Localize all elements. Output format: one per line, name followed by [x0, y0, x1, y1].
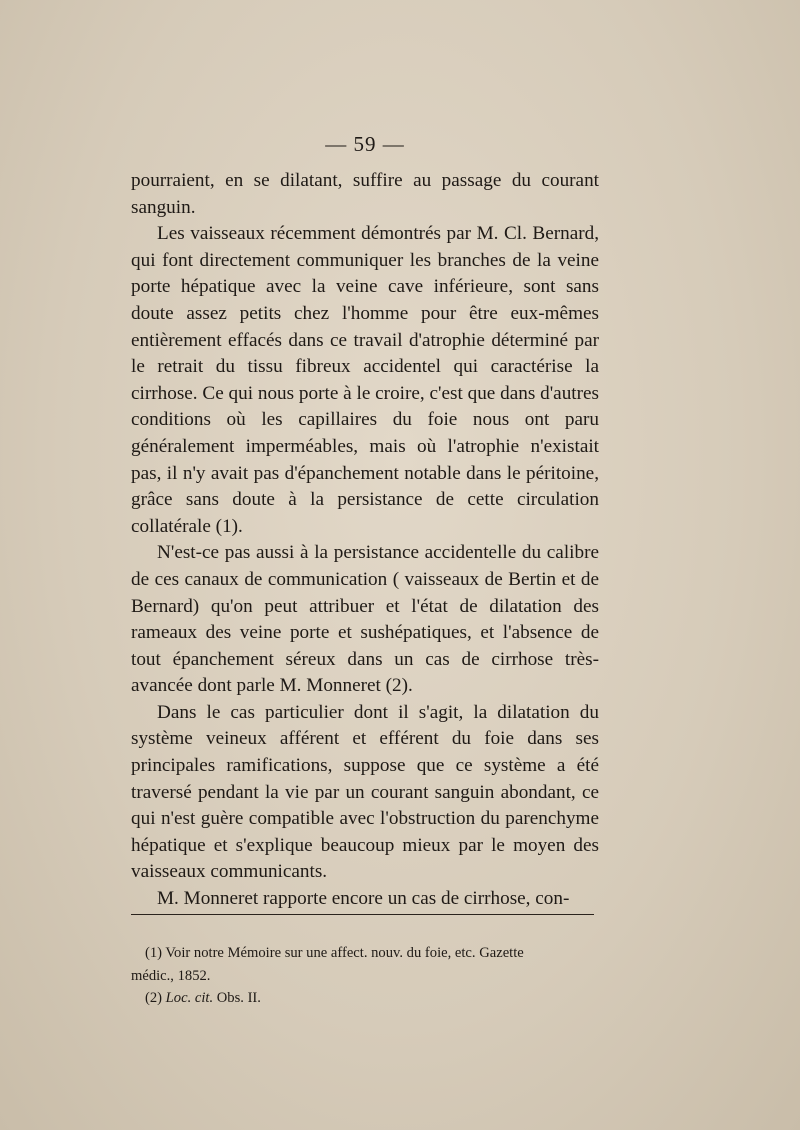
page-number: — 59 — [325, 132, 405, 156]
footnote-1 [131, 942, 599, 987]
body-text [131, 168, 599, 913]
paragraph-monneret-case: M. Monneret rapporte encore un cas de cirrhose, con- [157, 888, 570, 910]
footnote-2-rest: Obs. II. [213, 990, 261, 1006]
paragraph-bertin-bernard-canals: N'est-ce pas aussi à la persistance accidentelle du calibre de ces canaux de communication ( vaisseaux de Bertin et de Bernard) qu'on peut attribuer et l'état de dilatation des rameaux des veine porte et sushépatiques, et l'absence de tout épanchement séreux dans un cas de cirrhose très-avancée dont parle M. Monneret (2). [131, 542, 599, 697]
footnotes [131, 942, 599, 1010]
paragraph-continuation: pourraient, en se dilatant, suffire au passage du courant sanguin. [131, 170, 599, 218]
footnote-1-line-2: médic., 1852. [131, 967, 211, 984]
footnote-1-line-1: (1) Voir notre Mémoire sur une affect. nouv. du foie, etc. Gazette [145, 945, 524, 961]
footnote-separator [131, 914, 594, 915]
footnote-2 [131, 987, 599, 1010]
paragraph-venous-dilatation: Dans le cas particulier dont il s'agit, la dilatation du système veineux afférent et efférent du foie dans ses principales ramifications, suppose que ce système a été traversé pendant la vie par un courant sanguin abondant, ce qui n'est guère compatible avec l'obstruction du parenchyme hépatique et s'explique beaucoup mieux par le moyen des vaisseaux communicants. [131, 701, 599, 883]
footnote-2-marker: (2) [145, 990, 166, 1006]
paragraph-bernard-vessels: Les vaisseaux récemment démontrés par M. Cl. Bernard, qui font directement communiquer les branches de la veine porte hépatique avec la veine cave inférieure, sont sans doute assez petits chez l'homme pour être eux-mêmes entièrement effacés dans ce travail d'atrophie déterminé par le retrait du tissu fibreux accidentel qui caractérise la cirrhose. Ce qui nous porte à le croire, c'est que dans d'autres conditions où les capillaires du foie nous ont paru généralement imperméables, mais où l'atrophie n'existait pas, il n'y avait pas d'épanchement notable dans le péritoine, grâce sans doute à la persistance de cette circulation collatérale (1). [131, 223, 599, 537]
footnote-2-italic: Loc. cit. [165, 990, 214, 1006]
